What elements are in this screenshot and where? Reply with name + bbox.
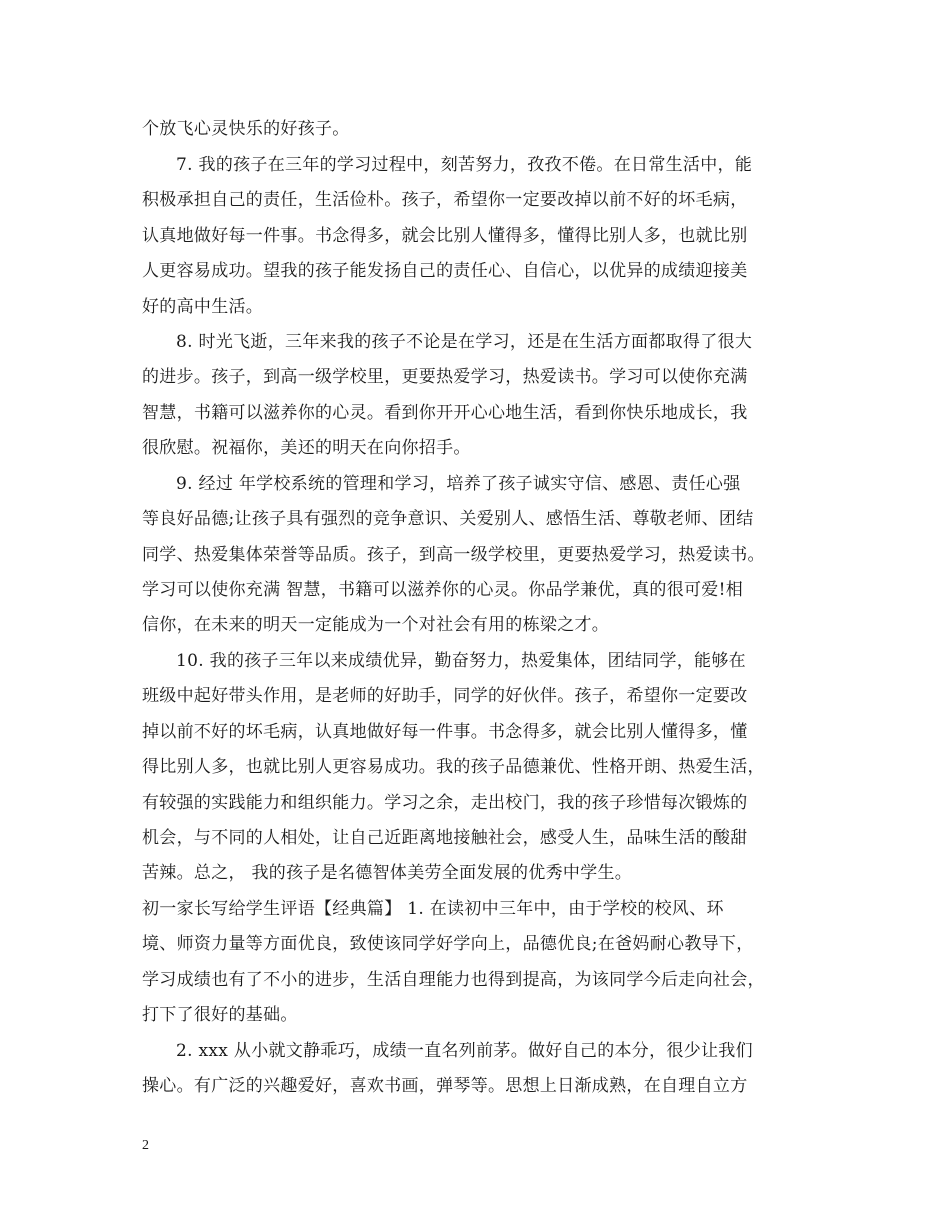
text-line: 苦辣。总之， 我的孩子是名德智体美劳全面发展的优秀中学生。 <box>142 863 633 883</box>
text-line: 同学、热爱集体荣誉等品质。孩子，到高一级学校里，更要热爱学习，热爱读书。 <box>142 545 765 565</box>
text-line: 认真地做好每一件事。书念得多，就会比别人懂得多，懂得比别人多，也就比别 <box>142 226 748 246</box>
text-line: 10. 我的孩子三年以来成绩优异，勤奋努力，热爱集体，团结同学，能够在 <box>176 651 746 671</box>
text-line: 有较强的实践能力和组织能力。学习之余，走出校门，我的孩子珍惜每次锻炼的 <box>142 793 748 813</box>
text-line: 好的高中生活。 <box>142 297 264 317</box>
text-line: 很欣慰。祝福你，美还的明天在向你招手。 <box>142 438 471 458</box>
text-line: 班级中起好带头作用，是老师的好助手，同学的好伙伴。孩子，希望你一定要改 <box>142 686 748 706</box>
text-line: 2. xxx 从小就文静乖巧，成绩一直名列前茅。做好自己的本分，很少让我们 <box>176 1041 753 1061</box>
text-line: 等良好品德;让孩子具有强烈的竞争意识、关爱别人、感悟生活、尊敬老师、团结 <box>142 509 754 529</box>
text-line: 信你，在未来的明天一定能成为一个对社会有用的栋梁之才。 <box>142 615 610 635</box>
text-line: 学习成绩也有了不小的进步，生活自理能力也得到提高，为该同学今后走向社会， <box>142 970 765 990</box>
text-line: 7. 我的孩子在三年的学习过程中，刻苦努力，孜孜不倦。在日常生活中，能 <box>176 155 753 175</box>
text-line: 8. 时光飞逝，三年来我的孩子不论是在学习，还是在生活方面都取得了很大 <box>176 332 753 352</box>
text-line: 个放飞心灵快乐的好孩子。 <box>142 119 350 139</box>
text-line: 的进步。孩子，到高一级学校里，更要热爱学习，热爱读书。学习可以使你充满 <box>142 367 748 387</box>
text-line: 机会，与不同的人相处，让自己近距离地接触社会，感受人生，品味生活的酸甜 <box>142 828 748 848</box>
text-line: 学习可以使你充满 智慧，书籍可以滋养你的心灵。你品学兼优，真的很可爱!相 <box>142 580 744 600</box>
text-line: 人更容易成功。望我的孩子能发扬自己的责任心、自信心，以优异的成绩迎接美 <box>142 261 748 281</box>
text-line: 境、师资力量等方面优良，致使该同学好学向上，品德优良;在爸妈耐心教导下， <box>142 934 754 954</box>
text-line: 9. 经过 年学校系统的管理和学习，培养了孩子诚实守信、感恩、责任心强 <box>176 474 741 494</box>
text-line: 智慧，书籍可以滋养你的心灵。看到你开开心心地生活，看到你快乐地成长，我 <box>142 403 748 423</box>
text-line: 操心。有广泛的兴趣爱好，喜欢书画，弹琴等。思想上日渐成熟，在自理自立方 <box>142 1076 748 1096</box>
page-number: 2 <box>142 1138 149 1153</box>
section-heading-line: 初一家长写给学生评语【经典篇】 1. 在读初中三年中，由于学校的校风、环 <box>142 899 724 919</box>
text-line: 得比别人多，也就比别人更容易成功。我的孩子品德兼优、性格开朗、热爱生活， <box>142 757 765 777</box>
text-line: 掉以前不好的坏毛病，认真地做好每一件事。书念得多，就会比别人懂得多，懂 <box>142 722 748 742</box>
text-line: 打下了很好的基础。 <box>142 1005 298 1025</box>
text-line: 积极承担自己的责任，生活俭朴。孩子，希望你一定要改掉以前不好的坏毛病， <box>142 190 748 210</box>
